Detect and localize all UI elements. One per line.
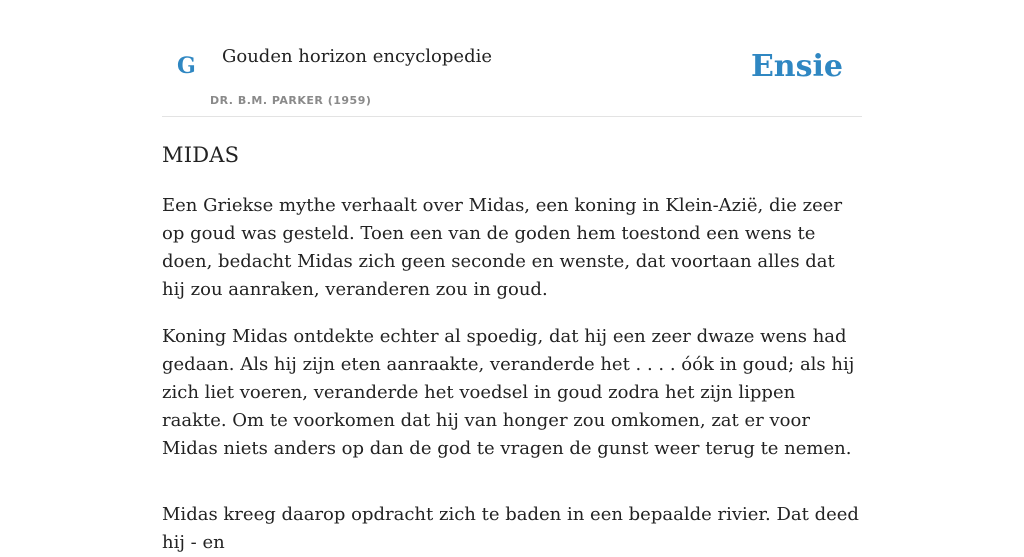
entry-paragraph: Midas kreeg daarop opdracht zich te baden in een bepaalde rivier. Dat deed hij - en (162, 504, 859, 553)
book-author: DR. B.M. PARKER (1959) (210, 94, 372, 107)
entry-paragraph: Een Griekse mythe verhaalt over Midas, een koning in Klein-Azië, die zeer op goud was gesteld. Toen een van de goden hem toestond een wens te doen, bedacht Midas zich geen seconde en wenste, dat voortaan alles dat hij zou aanraken, veranderen zou in goud. (162, 195, 843, 300)
book-header (162, 0, 862, 117)
entry-content (162, 138, 862, 557)
book-title[interactable]: Gouden horizon encyclopedie (222, 46, 492, 67)
entry-title: MIDAS (162, 143, 240, 167)
book-logo-icon[interactable]: G (177, 53, 196, 79)
ensie-brand-link[interactable]: Ensie (750, 49, 843, 84)
entry-paragraph: Koning Midas ontdekte echter al spoedig, dat hij een zeer dwaze wens had gedaan. Als hij zijn eten aanraakte, veranderde het . . . . óók in goud; als hij zich liet voeren, veranderde het voedsel in goud zodra het zijn lippen raakte. Om te voorkomen dat hij van honger zou omkomen, zat er voor Midas niets anders op dan de god te vragen de gunst weer terug te nemen. (162, 326, 855, 459)
